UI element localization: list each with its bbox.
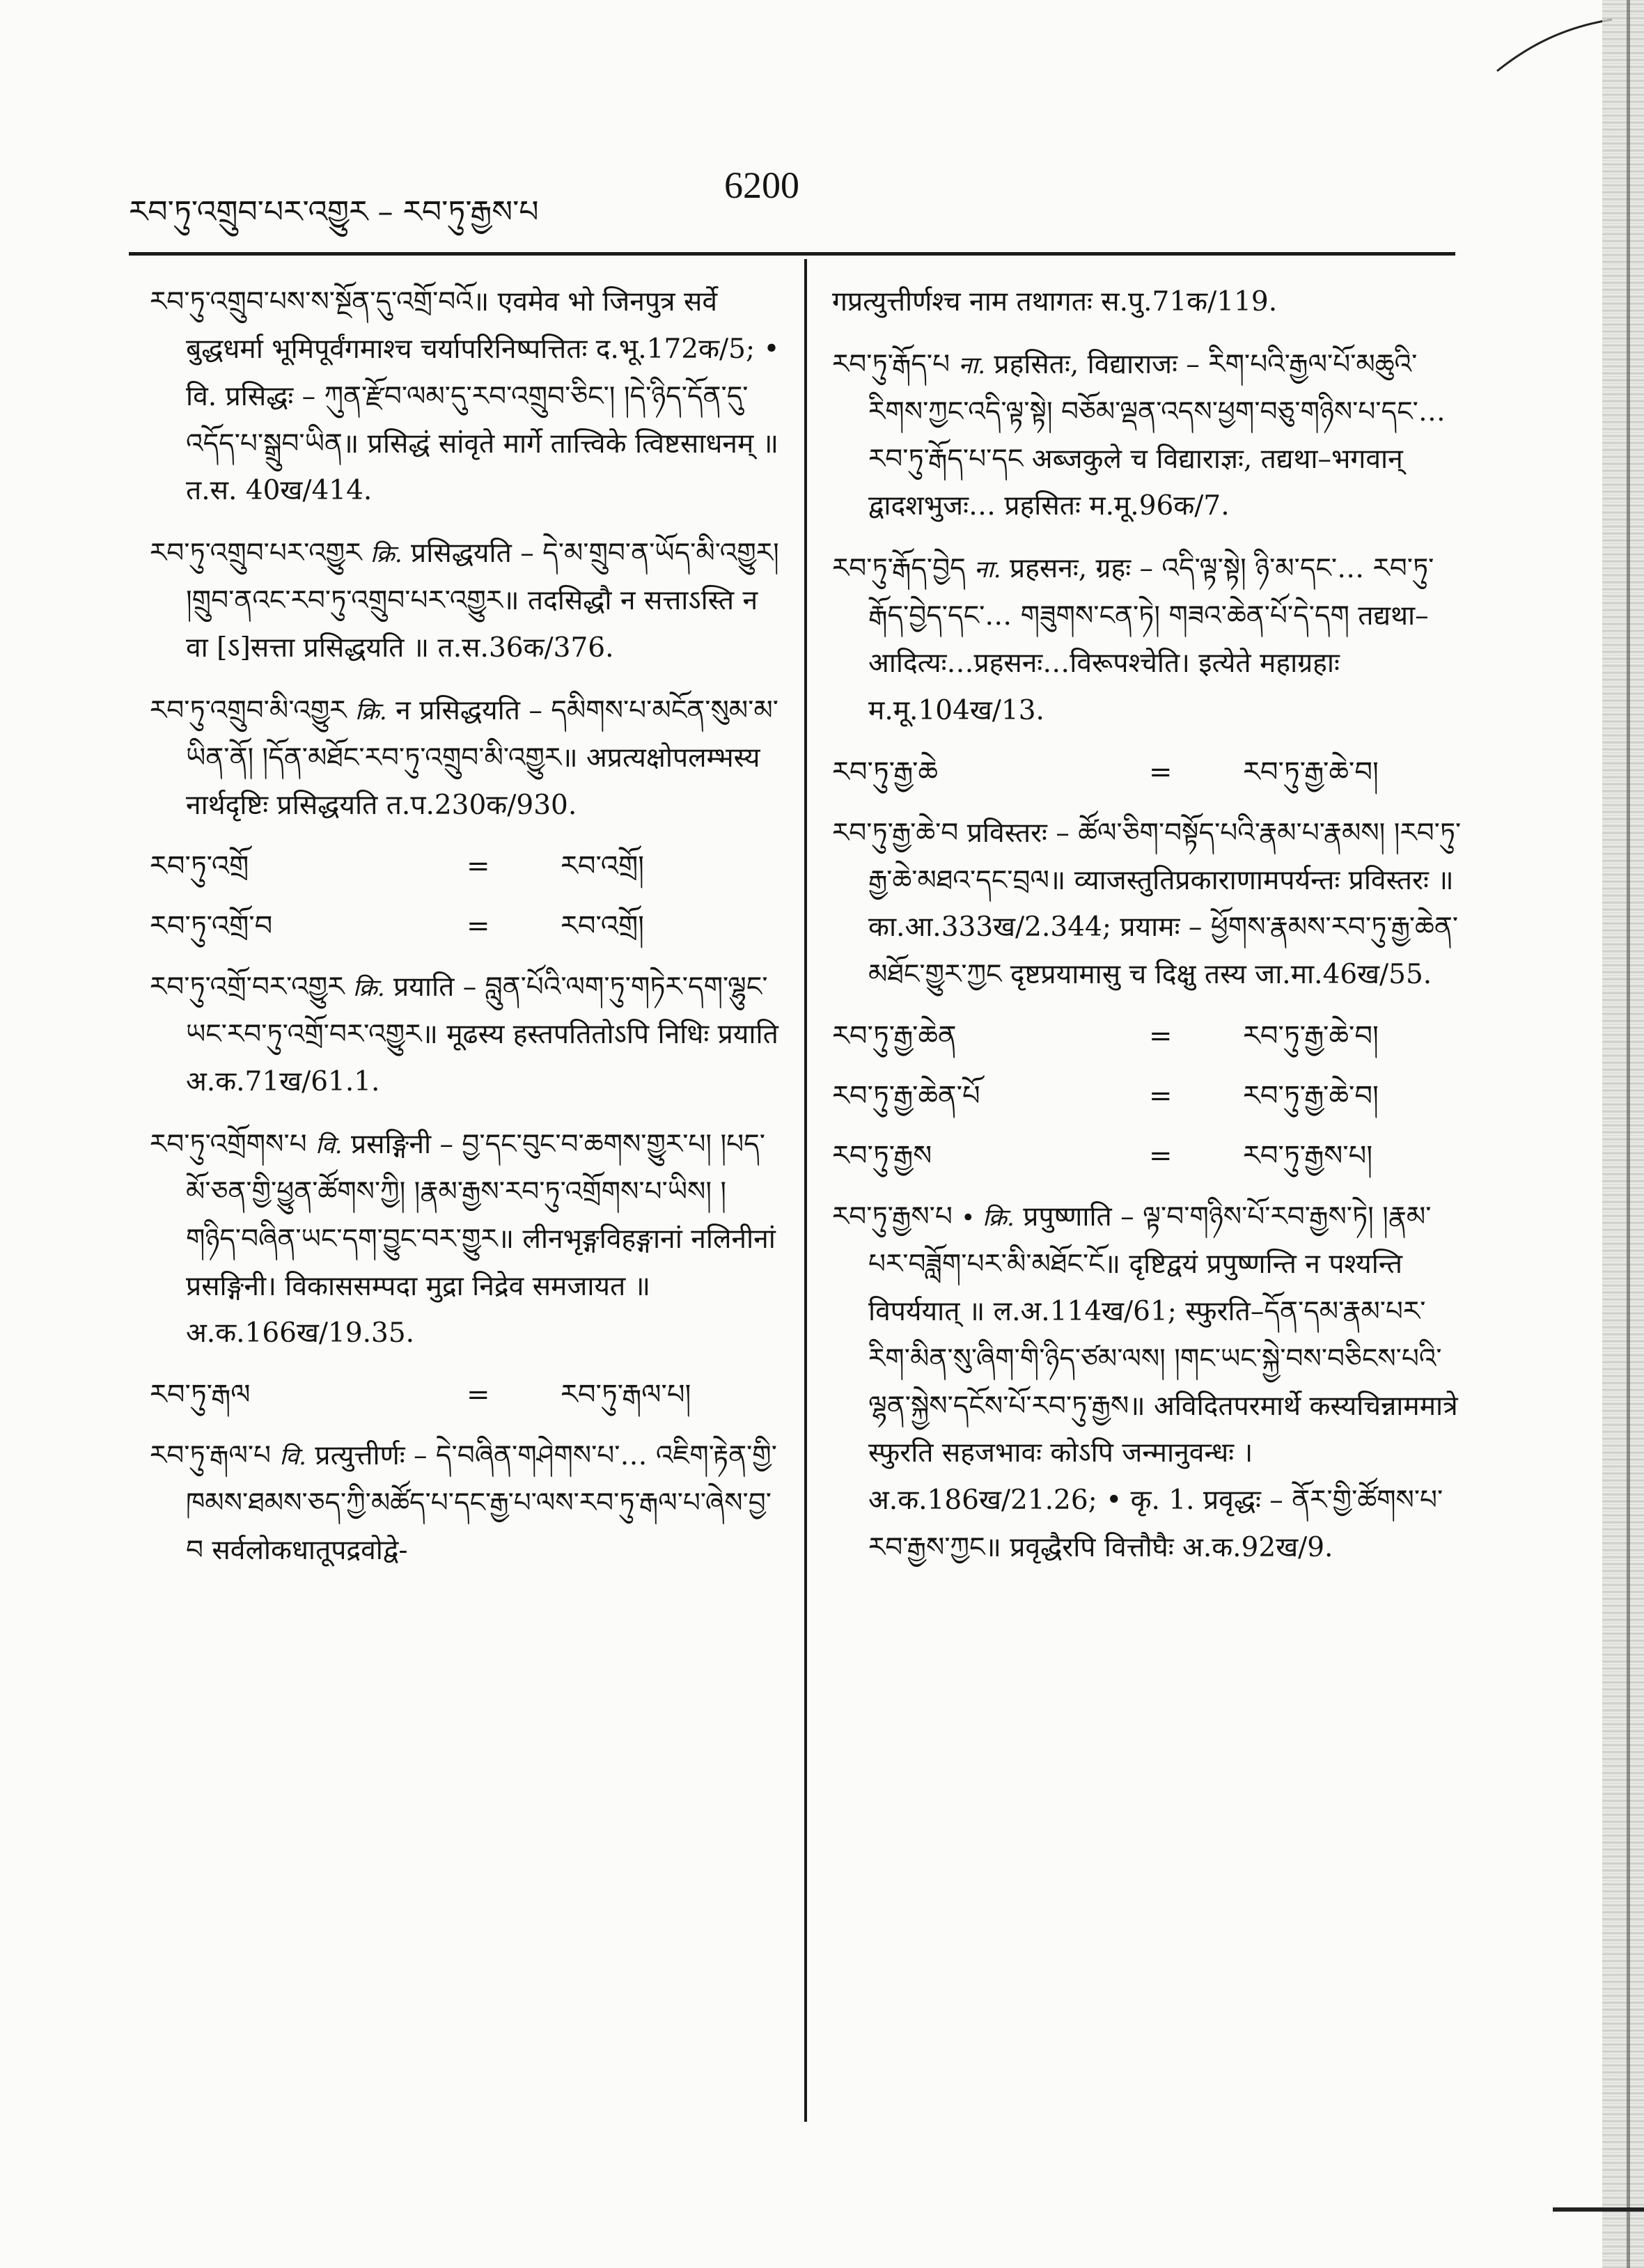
entry-text: प्रविस्तरः – ཚོལ་ཅིག་བསྟོད་པའི་རྣམ་པ་རྣམས། །རབ་ཏུ་རྒྱ་ཆེ་མཐའ་དང་བྲལ॥ व्याजस्तुतिप्रकाराणामपर्यन्तः प्रविस्तरः ॥ का.आ.333ख/2.344; प्रयामः – ཕྱོགས་རྣམས་རབ་ཏུ་རྒྱ་ཆེན་མཐོང་གྱུར་ཀྱང दृष्टप्रयामासु च दिक्षु तस्य जा.मा.46ख/55. xyxy=(868,817,1462,991)
entry-text: རབ་ཏུ་འགྲུབ་པས་ས་སྔོན་དུ་འགྲོ་བའོ॥ एवमेव भो जिनपुत्र सर्वे बुद्धधर्मा भूमिपूर्वंगमाश्च चर्यापरिनिष्पत्तितः द.भू.172क/5; • वि. प्रसिद्धः – ཀུན་རྫོབ་ལམ་དུ་རབ་འགྲུབ་ཅིང་། །དེ་ཉིད་དོན་དུ་འདོད་པ་སྒྲུབ་ཡིན॥ प्रसिद्धं सांवृते मार्गे तात्त्विके त्विष्टसाधनम् ॥ त.स. 40ख/414. xyxy=(150,286,780,507)
headword: རབ་ཏུ་རྒྱ་ཆེ xyxy=(832,756,938,788)
cross-reference xyxy=(832,1014,1462,1058)
margin-pen-stroke xyxy=(1483,14,1622,77)
headword: རབ་ཏུ་འགྲུབ་མི་འགྱུར xyxy=(150,694,347,726)
part-of-speech: वि. xyxy=(279,1443,306,1471)
equals-sign: = xyxy=(1149,756,1173,788)
reference-target: རབ་འགྲོ། xyxy=(561,910,644,943)
entry-text: प्रयाति – བླུན་པོའི་ལག་ཏུ་གཏེར་དག་ལྷུང་ཡང་རབ་ཏུ་འགྲོ་བར་འགྱུར॥ मूढस्य हस्तपतितोऽपि निधिः प्रयाति अ.क.71ख/61.1. xyxy=(186,971,778,1098)
entry-text: प्रसिद्धयति – དེ་མ་གྲུབ་ན་ཡོད་མི་འགྱུར། །གྲུབ་ནའང་རབ་ཏུ་འགྲུབ་པར་འགྱུར॥ तदसिद्धौ न सत्ताऽस्ति न वा [ऽ]सत्ता प्रसिद्धयति ॥ त.स.36क/376. xyxy=(186,538,779,664)
equals-sign: = xyxy=(467,1379,490,1411)
part-of-speech: क्रि. xyxy=(355,697,387,726)
cross-reference xyxy=(832,1074,1462,1118)
cross-reference xyxy=(832,1134,1462,1178)
headword: རབ་ཏུ་འགྲོགས་པ xyxy=(150,1129,307,1161)
equals-sign: = xyxy=(1149,1080,1173,1113)
entry-text: प्रहसनः, ग्रहः – འདི་ལྟ་སྟེ། ཉི་མ་དང་… རབ་ཏུ་རྒོད་བྱེད་དང་… གཟུགས་ངན་ཏེ། གཟའ་ཆེན་པོ་དེ་དག तद्यथा–आदित्यः…प्रहसनः…विरूपश्चेति। इत्येते महाग्रहाः म.मू.104ख/13. xyxy=(868,553,1434,726)
headword: རབ་ཏུ་རྒྱ་ཆེན་པོ xyxy=(832,1080,980,1113)
dictionary-entry xyxy=(832,1194,1462,1572)
scan-corner-mark xyxy=(1553,2207,1644,2212)
dictionary-entry xyxy=(150,279,780,515)
part-of-speech: वि. xyxy=(315,1132,343,1160)
reference-target: རབ་ཏུ་རྒྱ་ཆེ་བ། xyxy=(1243,756,1379,788)
equals-sign: = xyxy=(1149,1140,1173,1173)
dictionary-entry xyxy=(832,545,1462,734)
cross-reference xyxy=(150,904,780,948)
equals-sign: = xyxy=(467,910,490,943)
entry-text: प्रपुष्णाति – ལྟ་བ་གཉིས་པོ་རབ་རྒྱས་ཏེ། །རྣམ་པར་བཟློག་པར་མི་མཐོང་ངོ॥ दृष्टिद्वयं प्रपुष्णन्ति न पश्यन्ति विपर्ययात् ॥ ल.अ.114ख/61; स्फुरति–དོན་དམ་རྣམ་པར་རིག་མིན་སུ་ཞིག་གི་ཉིད་ཙམ་ལས། །གང་ཡང་སྐྱེ་བས་བཅིངས་པའི་ལྷན་སྐྱེས་དངོས་པོ་རབ་ཏུ་རྒྱས॥ अविदितपरमार्थे कस्यचिन्नाममात्रे स्फुरति सहजभावः कोऽपि जन्मानुवन्धः । अ.क.186ख/21.26; • कृ. 1. प्रवृद्धः – ནོར་གྱི་ཚོགས་པ་རབ་རྒྱས་ཀྱང॥ प्रवृद्धैरपि वित्तौघैः अ.क.92ख/9. xyxy=(868,1201,1458,1564)
page-number: 6200 xyxy=(724,164,799,206)
reference-target: རབ་ཏུ་རྒྱས་པ། xyxy=(1243,1140,1373,1173)
reference-target: རབ་ཏུ་རྒྱ་ཆེ་བ། xyxy=(1243,1020,1379,1053)
dictionary-entry xyxy=(832,810,1462,999)
headword: རབ་ཏུ་རྒལ xyxy=(150,1379,251,1411)
entry-text: प्रत्युत्तीर्णः – དེ་བཞིན་གཤེགས་པ་… འཇིག་རྟེན་གྱི་ཁམས་ཐམས་ཅད་ཀྱི་མཚོད་པ་དང་རྒྱ་པ་ལས་རབ་ཏུ་རྒལ་པ་ཞེས་བྱ་བ सर्वलोकधातूपद्रवोद्वे- xyxy=(186,1440,777,1567)
cross-reference xyxy=(150,844,780,889)
dictionary-entry xyxy=(832,341,1462,530)
headword: རབ་ཏུ་འགྲོ་བ xyxy=(150,910,273,943)
part-of-speech: क्रि. xyxy=(352,974,385,1003)
headword: རབ་ཏུ་འགྲུབ་པར་འགྱུར xyxy=(150,538,362,570)
part-of-speech: ना. xyxy=(974,556,1001,584)
headword: རབ་ཏུ་རྒྱ་ཆེན xyxy=(832,1020,957,1053)
part-of-speech: क्रि. xyxy=(370,540,402,569)
scan-edge-shadow xyxy=(1602,0,1644,2268)
running-head: རབ་ཏུ་འགྲུབ་པར་འགྱུར – རབ་ཏུ་རྒྱས་པ xyxy=(129,194,539,230)
equals-sign: = xyxy=(1149,1020,1173,1053)
cross-reference xyxy=(832,750,1462,795)
right-column xyxy=(832,279,1462,1587)
dictionary-entry xyxy=(150,964,780,1106)
dictionary-entry xyxy=(150,1121,780,1357)
dictionary-entry xyxy=(150,1432,780,1574)
part-of-speech: ना. xyxy=(958,351,985,380)
entry-text: गप्रत्युत्तीर्णश्च नाम तथागतः स.पु.71क/119. xyxy=(832,286,1278,318)
scan-edge-line xyxy=(1627,0,1630,2268)
entry-text: न प्रसिद्धयति – དམིགས་པ་མངོན་སུམ་མ་ཡིན་ནོ། །དོན་མཐོང་རབ་ཏུ་འགྲུབ་མི་འགྱུར॥ अप्रत्यक्षोपलम्भस्य नार्थदृष्टिः प्रसिद्धयति त.प.230क/930. xyxy=(186,694,778,821)
headword: རབ་ཏུ་རྒལ་པ xyxy=(150,1440,272,1472)
dictionary-entry xyxy=(150,530,780,672)
headword: རབ་ཏུ་རྒོད་པ xyxy=(832,348,950,380)
equals-sign: = xyxy=(467,850,490,883)
headword: རབ་ཏུ་རྒྱ་ཆེ་བ xyxy=(832,817,959,849)
page-header xyxy=(0,157,1644,240)
headword: རབ་ཏུ་འགྲོ་བར་འགྱུར xyxy=(150,971,345,1003)
dictionary-entry xyxy=(832,279,1462,326)
entry-text: प्रसङ्गिनी – བྱ་དང་བུང་བ་ཆགས་གྱུར་པ། །པད་མོ་ཅན་གྱི་ཕྱུན་ཚོགས་ཀྱི། །རྣམ་རྒྱས་རབ་ཏུ་འགྲོགས་པ་ཡིས། །གཉིད་བཞིན་ཡང་དག་བྱུང་བར་གྱུར॥ लीनभृङ्गविहङ्गानां नलिनीनां प्रसङ्गिनी। विकाससम्पदा मुद्रा निद्रेव समजायत ॥ अ.क.166ख/19.35. xyxy=(186,1129,776,1350)
column-divider xyxy=(804,259,807,2122)
reference-target: རབ་འགྲོ། xyxy=(561,850,644,883)
left-column xyxy=(150,279,780,1590)
part-of-speech: • क्रि. xyxy=(961,1204,1015,1233)
cross-reference xyxy=(150,1372,780,1417)
entry-text: प्रहसितः, विद्याराजः – རིག་པའི་རྒྱལ་པོ་མཆུའི་རིགས་ཀྱང་འདི་ལྟ་སྟེ། བཅོམ་ལྡན་འདས་ཕྱག་བཅུ་གཉིས་པ་དང་…རབ་ཏུ་རྒོད་པ་དང अब्जकुले च विद्याराज्ञः, तद्यथा–भगवान् द्वादशभुजः… प्रहसितः म.मू.96क/7. xyxy=(868,348,1446,522)
headword: རབ་ཏུ་རྒོད་བྱེད xyxy=(832,553,966,585)
reference-target: རབ་ཏུ་རྒྱ་ཆེ་བ། xyxy=(1243,1080,1379,1113)
headword: རབ་ཏུ་རྒྱས xyxy=(832,1140,932,1173)
reference-target: རབ་ཏུ་རྒལ་པ། xyxy=(561,1379,691,1411)
header-rule xyxy=(129,252,1455,256)
headword: རབ་ཏུ་རྒྱས་པ xyxy=(832,1201,953,1233)
dictionary-entry xyxy=(150,687,780,829)
headword: རབ་ཏུ་འགྲོ xyxy=(150,850,249,883)
